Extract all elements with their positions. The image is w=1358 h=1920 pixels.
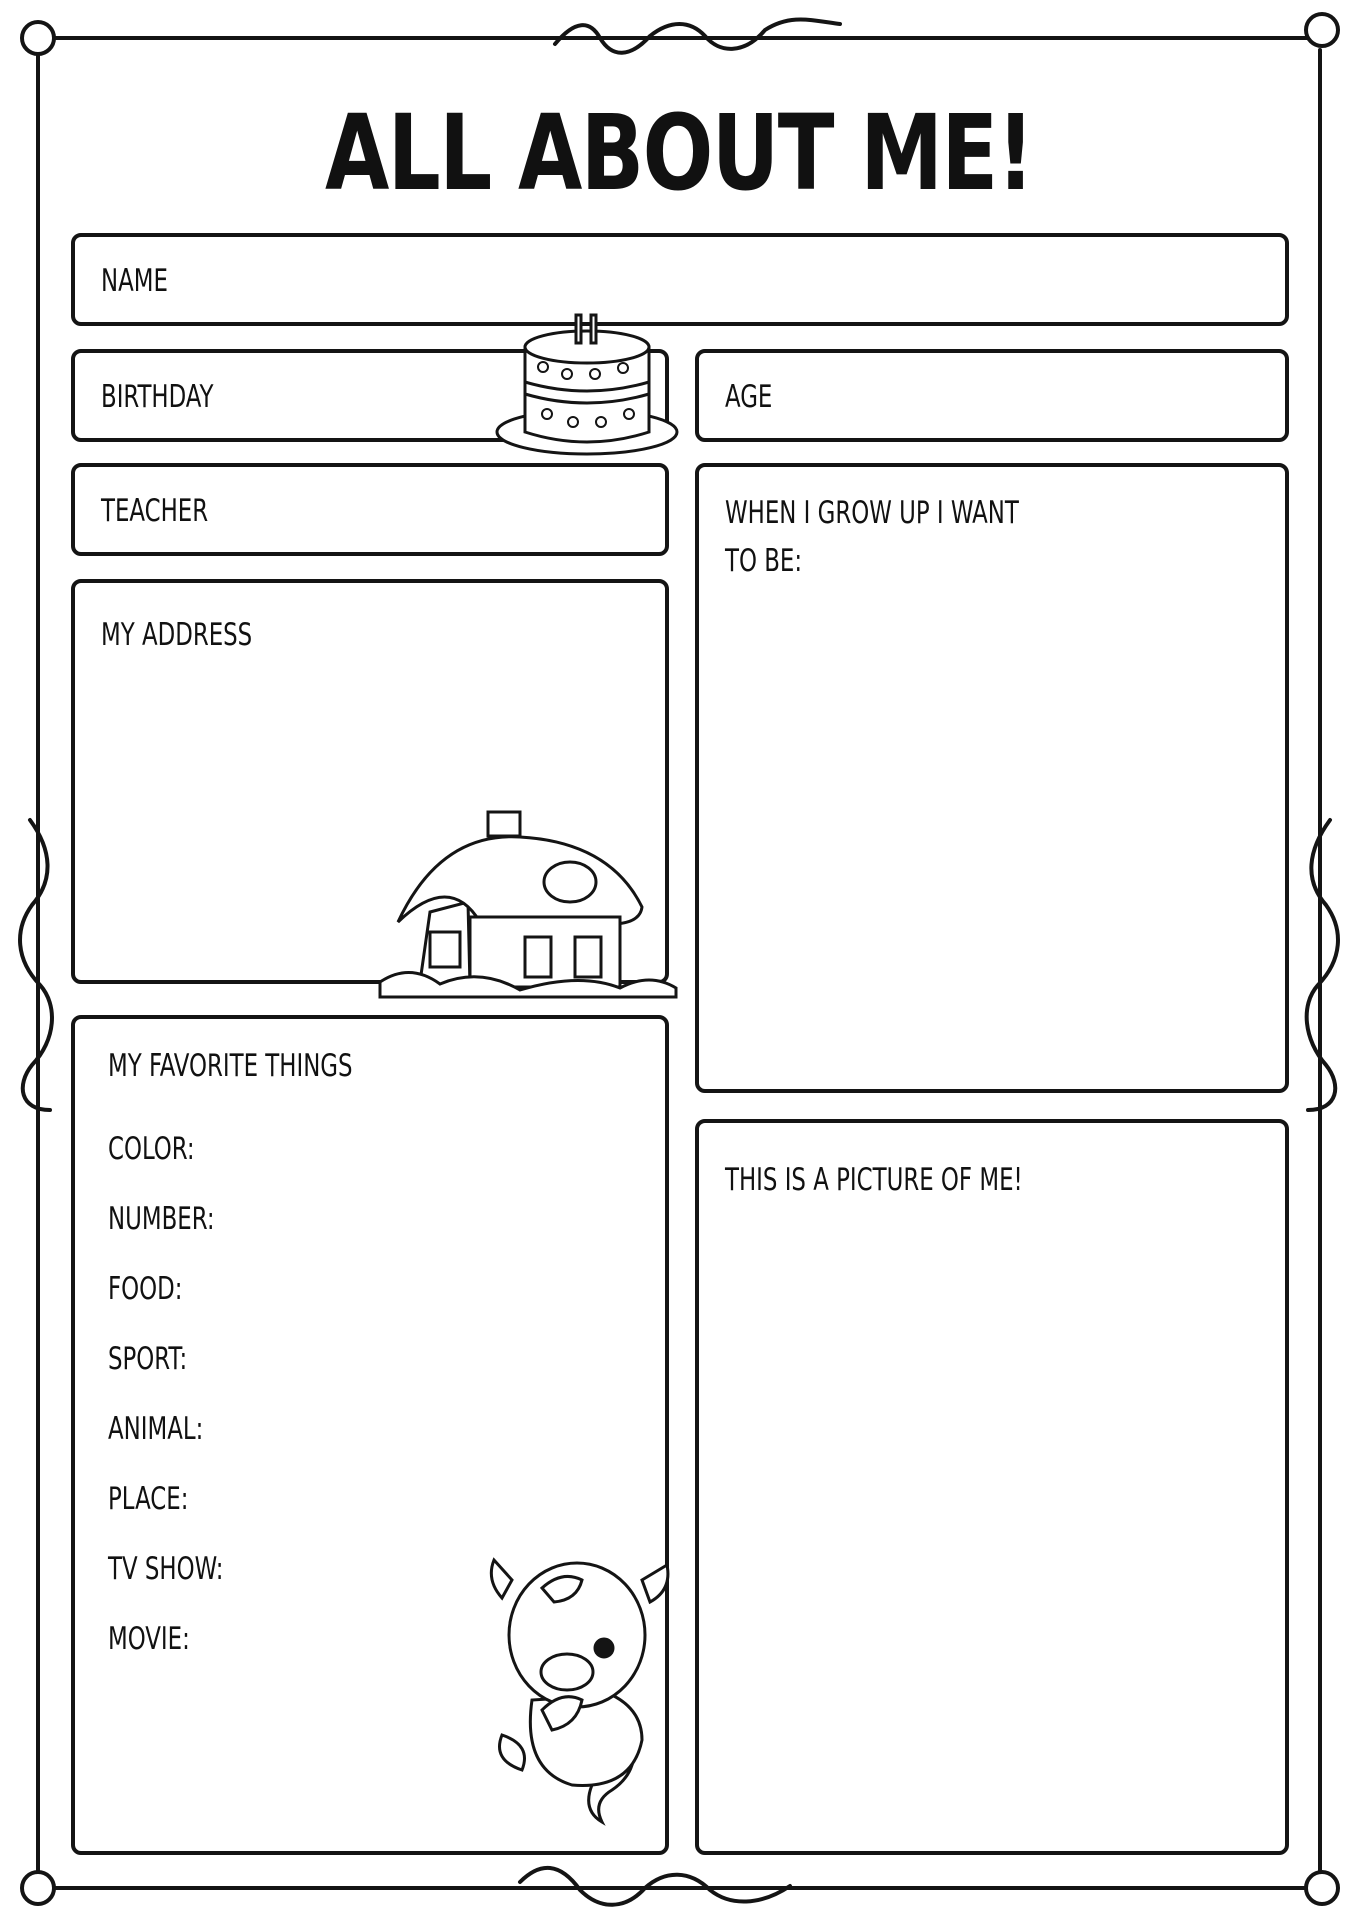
page-title: ALL ABOUT ME! (325, 92, 1033, 214)
favorite-things-heading: MY FAVORITE THINGS (108, 1048, 353, 1084)
age-field[interactable] (695, 349, 1289, 442)
favorite-color-label: COLOR: (108, 1131, 195, 1167)
teacher-label: TEACHER (101, 493, 209, 529)
house-icon (380, 812, 680, 997)
cake-icon (495, 312, 685, 467)
birthday-label: BIRTHDAY (101, 379, 214, 415)
favorite-food-label: FOOD: (108, 1271, 183, 1307)
favorite-movie-label: MOVIE: (108, 1621, 190, 1657)
grow-up-label-line1: WHEN I GROW UP I WANT (725, 495, 1019, 531)
favorite-tv-show-label: TV SHOW: (108, 1551, 224, 1587)
name-label: NAME (101, 263, 168, 299)
favorite-place-label: PLACE: (108, 1481, 189, 1517)
cow-icon (482, 1540, 682, 1825)
favorite-sport-label: SPORT: (108, 1341, 188, 1377)
favorite-animal-label: ANIMAL: (108, 1411, 204, 1447)
grow-up-label-line2: TO BE: (725, 543, 803, 579)
picture-label: THIS IS A PICTURE OF ME! (725, 1162, 1023, 1198)
age-label: AGE (725, 379, 773, 415)
grow-up-field[interactable] (695, 463, 1289, 1093)
favorite-number-label: NUMBER: (108, 1201, 215, 1237)
teacher-field[interactable] (71, 463, 669, 556)
picture-box[interactable] (695, 1119, 1289, 1855)
address-label: MY ADDRESS (101, 617, 253, 653)
